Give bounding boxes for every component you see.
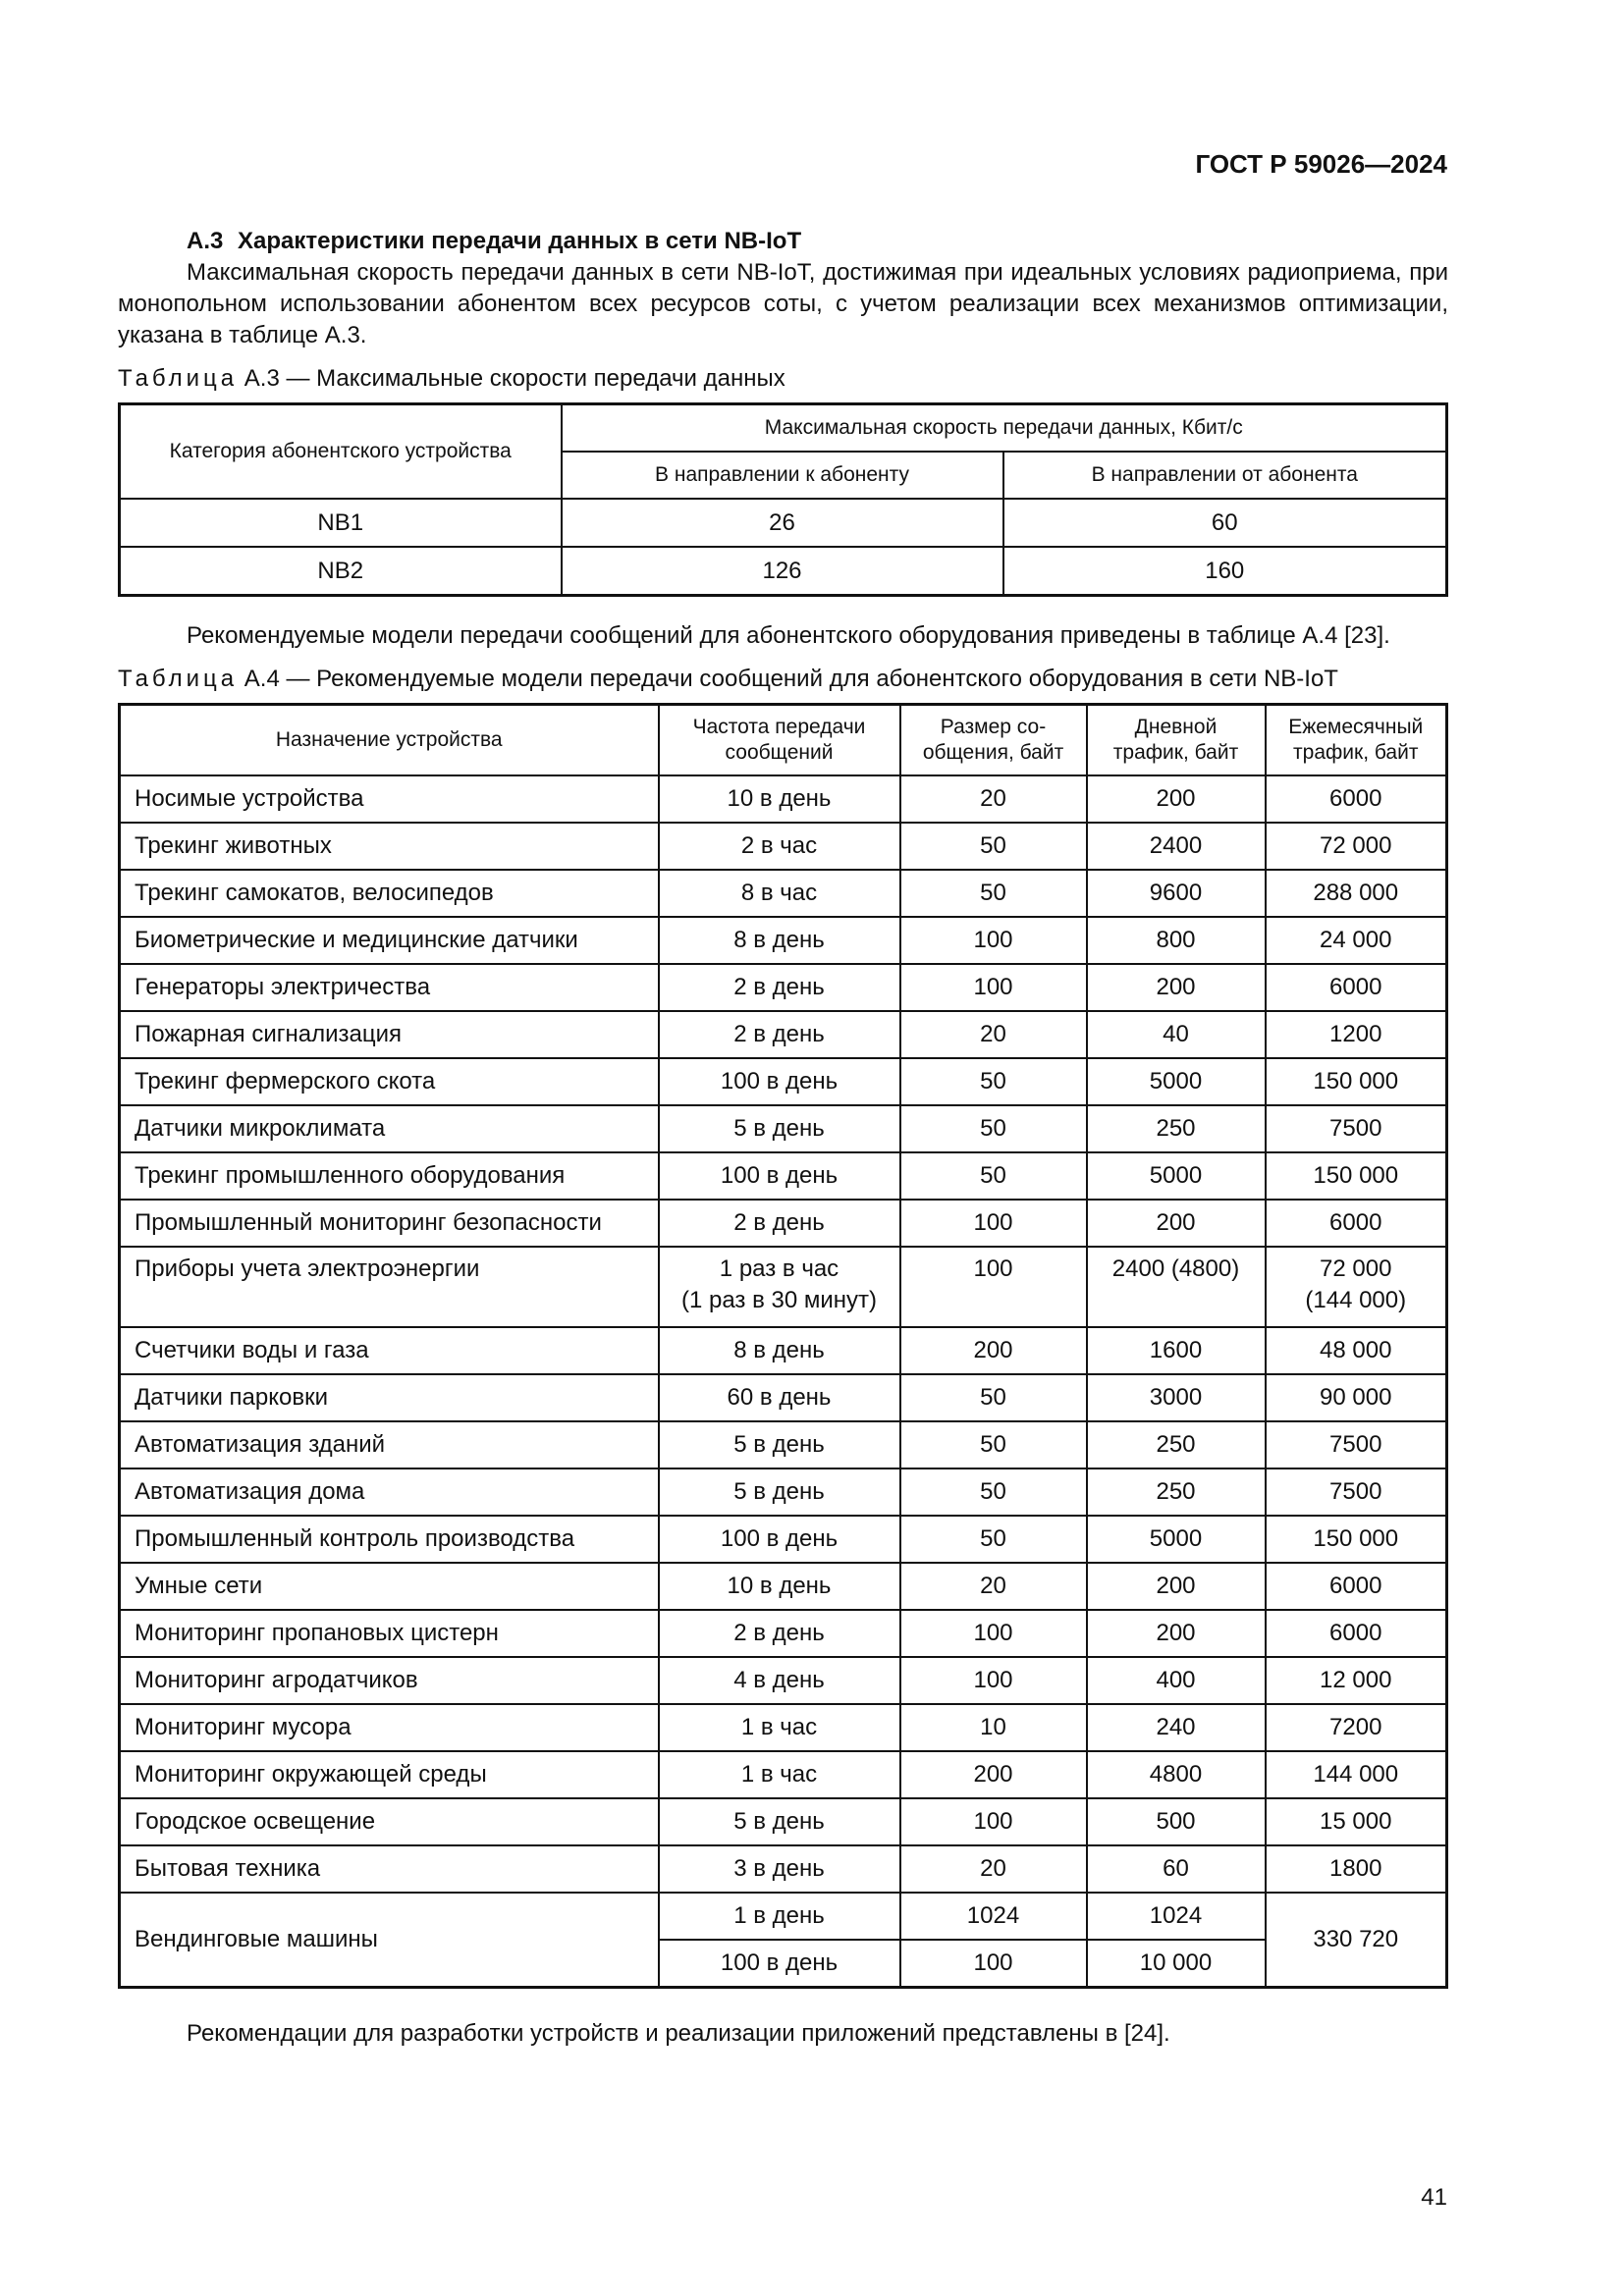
section-heading: Характеристики передачи данных в сети NB-IoT xyxy=(238,228,802,254)
cell-daily: 240 xyxy=(1087,1704,1266,1751)
cell-name: Мониторинг мусора xyxy=(120,1704,659,1751)
cell-frequency: 100 в день xyxy=(659,1516,900,1563)
table-row xyxy=(120,775,1447,823)
cell-monthly: 90 000 xyxy=(1266,1374,1447,1421)
cell-monthly: 1200 xyxy=(1266,1011,1447,1058)
cell-monthly-line2: (144 000) xyxy=(1305,1287,1407,1313)
page-number: 41 xyxy=(1421,2184,1447,2211)
cell-monthly: 7500 xyxy=(1266,1468,1447,1516)
cell-size: 50 xyxy=(900,1468,1087,1516)
cell-daily: 200 xyxy=(1087,1200,1266,1247)
header-frequency-line1: Частота передачи xyxy=(692,716,866,738)
cell-frequency: 2 в день xyxy=(659,1200,900,1247)
header-monthly-line1: Ежемесячный xyxy=(1288,716,1424,738)
cell-name: Промышленный мониторинг безопасности xyxy=(120,1200,659,1247)
cell-name: Автоматизация дома xyxy=(120,1468,659,1516)
cell-monthly: 6000 xyxy=(1266,1610,1447,1657)
cell-frequency: 10 в день xyxy=(659,775,900,823)
cell-size: 50 xyxy=(900,1516,1087,1563)
cell-size: 100 xyxy=(900,964,1087,1011)
cell-frequency: 3 в день xyxy=(659,1845,900,1893)
cell-monthly: 24 000 xyxy=(1266,917,1447,964)
cell-monthly: 7200 xyxy=(1266,1704,1447,1751)
cell-frequency: 5 в день xyxy=(659,1468,900,1516)
header-size xyxy=(900,705,1087,776)
document-id: ГОСТ Р 59026—2024 xyxy=(1195,149,1447,179)
cell-size: 50 xyxy=(900,1105,1087,1152)
cell-frequency: 5 в день xyxy=(659,1421,900,1468)
cell-name: Биометрические и медицинские датчики xyxy=(120,917,659,964)
cell-frequency: 1 в час xyxy=(659,1704,900,1751)
cell-size: 100 xyxy=(900,1200,1087,1247)
cell-frequency: 4 в день xyxy=(659,1657,900,1704)
table-a3-caption xyxy=(118,363,1448,395)
cell-daily: 60 xyxy=(1087,1845,1266,1893)
cell-size: 50 xyxy=(900,1152,1087,1200)
cell-name: Автоматизация зданий xyxy=(120,1421,659,1468)
table-row xyxy=(120,1200,1447,1247)
cell-daily: 250 xyxy=(1087,1468,1266,1516)
cell-size: 100 xyxy=(900,1610,1087,1657)
cell-up: 160 xyxy=(1003,547,1447,596)
cell-down: 26 xyxy=(562,499,1003,547)
cell-size: 20 xyxy=(900,1011,1087,1058)
table-row xyxy=(120,1327,1447,1374)
cell-daily: 9600 xyxy=(1087,870,1266,917)
cell-monthly: 6000 xyxy=(1266,1563,1447,1610)
cell-frequency: 8 в день xyxy=(659,1327,900,1374)
table-row xyxy=(120,1421,1447,1468)
table-row xyxy=(120,499,1447,547)
cell-frequency: 1 в час xyxy=(659,1751,900,1798)
cell-monthly xyxy=(1266,1247,1447,1327)
cell-frequency: 2 в день xyxy=(659,964,900,1011)
cell-monthly: 150 000 xyxy=(1266,1152,1447,1200)
table-a4-caption-word: Таблица xyxy=(118,666,239,692)
header-frequency-line2: сообщений xyxy=(725,741,834,764)
cell-frequency: 5 в день xyxy=(659,1105,900,1152)
cell-daily: 5000 xyxy=(1087,1152,1266,1200)
table-row xyxy=(120,1468,1447,1516)
cell-size: 100 xyxy=(900,1247,1087,1327)
cell-daily: 1600 xyxy=(1087,1327,1266,1374)
mid-paragraph: Рекомендуемые модели передачи сообщений для абонентского оборудования приведены в таблице А.4 [23]. xyxy=(187,622,1390,649)
cell-size: 20 xyxy=(900,1563,1087,1610)
cell-size: 50 xyxy=(900,1374,1087,1421)
cell-monthly-line1: 72 000 xyxy=(1320,1255,1392,1282)
cell-name: Бытовая техника xyxy=(120,1845,659,1893)
table-a4 xyxy=(118,703,1448,1989)
table-a3-caption-word: Таблица xyxy=(118,365,239,392)
cell-monthly: 6000 xyxy=(1266,1200,1447,1247)
cell-frequency: 2 в день xyxy=(659,1610,900,1657)
header-size-line1: Размер со- xyxy=(940,716,1047,738)
header-monthly xyxy=(1266,705,1447,776)
cell-name: Промышленный контроль производства xyxy=(120,1516,659,1563)
table-row xyxy=(120,917,1447,964)
cell-size: 200 xyxy=(900,1327,1087,1374)
cell-monthly: 7500 xyxy=(1266,1421,1447,1468)
cell-frequency-line2: (1 раз в 30 минут) xyxy=(680,1287,878,1313)
section-a3 xyxy=(118,226,1448,2050)
cell-monthly: 1800 xyxy=(1266,1845,1447,1893)
footer-paragraph: Рекомендации для разработки устройств и реализации приложений представлены в [24]. xyxy=(187,2020,1170,2047)
table-a3 xyxy=(118,402,1448,597)
section-title xyxy=(118,226,1448,257)
cell-frequency: 100 в день xyxy=(659,1152,900,1200)
cell-name: Мониторинг агродатчиков xyxy=(120,1657,659,1704)
cell-size: 50 xyxy=(900,1058,1087,1105)
cell-category: NB2 xyxy=(120,547,562,596)
cell-size: 100 xyxy=(900,1940,1087,1988)
cell-monthly: 288 000 xyxy=(1266,870,1447,917)
cell-size: 20 xyxy=(900,1845,1087,1893)
header-daily-line1: Дневной xyxy=(1134,716,1218,738)
cell-name: Носимые устройства xyxy=(120,775,659,823)
cell-daily: 200 xyxy=(1087,775,1266,823)
table-a3-caption-text: А.3 — Максимальные скорости передачи данных xyxy=(244,365,785,392)
cell-size: 200 xyxy=(900,1751,1087,1798)
cell-daily: 250 xyxy=(1087,1421,1266,1468)
table-a3-header-up: В направлении от абонента xyxy=(1003,452,1447,499)
section-number: А.3 xyxy=(187,228,224,254)
cell-size: 100 xyxy=(900,1657,1087,1704)
table-row xyxy=(120,547,1447,596)
table-row xyxy=(120,823,1447,870)
cell-name: Генераторы электричества xyxy=(120,964,659,1011)
cell-frequency: 100 в день xyxy=(659,1940,900,1988)
cell-daily: 500 xyxy=(1087,1798,1266,1845)
cell-monthly: 150 000 xyxy=(1266,1058,1447,1105)
cell-name: Городское освещение xyxy=(120,1798,659,1845)
cell-down: 126 xyxy=(562,547,1003,596)
cell-size: 50 xyxy=(900,1421,1087,1468)
header-daily-line2: трафик, байт xyxy=(1112,741,1239,764)
cell-frequency: 8 в час xyxy=(659,870,900,917)
cell-name: Трекинг фермерского скота xyxy=(120,1058,659,1105)
cell-monthly: 48 000 xyxy=(1266,1327,1447,1374)
table-row xyxy=(120,1247,1447,1327)
table-row xyxy=(120,1058,1447,1105)
table-row xyxy=(120,1798,1447,1845)
cell-monthly: 15 000 xyxy=(1266,1798,1447,1845)
cell-name: Датчики микроклимата xyxy=(120,1105,659,1152)
cell-frequency: 2 в день xyxy=(659,1011,900,1058)
header-frequency xyxy=(659,705,900,776)
cell-daily: 1024 xyxy=(1087,1893,1266,1940)
cell-daily: 800 xyxy=(1087,917,1266,964)
table-row xyxy=(120,1374,1447,1421)
cell-daily: 3000 xyxy=(1087,1374,1266,1421)
cell-size: 50 xyxy=(900,823,1087,870)
cell-monthly: 7500 xyxy=(1266,1105,1447,1152)
table-a4-header-row xyxy=(120,705,1447,776)
cell-size: 100 xyxy=(900,917,1087,964)
cell-daily: 400 xyxy=(1087,1657,1266,1704)
cell-frequency-line1: 1 раз в час xyxy=(719,1255,839,1282)
cell-monthly: 144 000 xyxy=(1266,1751,1447,1798)
cell-name: Вендинговые машины xyxy=(120,1893,659,1988)
cell-monthly: 6000 xyxy=(1266,775,1447,823)
cell-frequency: 8 в день xyxy=(659,917,900,964)
table-row xyxy=(120,1152,1447,1200)
cell-size: 50 xyxy=(900,870,1087,917)
cell-monthly: 12 000 xyxy=(1266,1657,1447,1704)
cell-name: Датчики парковки xyxy=(120,1374,659,1421)
table-row xyxy=(120,1657,1447,1704)
cell-monthly: 150 000 xyxy=(1266,1516,1447,1563)
table-a3-header-group: Максимальная скорость передачи данных, Кбит/с xyxy=(562,404,1447,453)
table-a4-caption xyxy=(118,664,1448,695)
table-row xyxy=(120,1751,1447,1798)
table-a3-header-down: В направлении к абоненту xyxy=(562,452,1003,499)
cell-size: 1024 xyxy=(900,1893,1087,1940)
table-a3-header-category: Категория абонентского устройства xyxy=(120,404,562,500)
cell-category: NB1 xyxy=(120,499,562,547)
table-a4-caption-text: А.4 — Рекомендуемые модели передачи сообщений для абонентского оборудования в сети NB-IoT xyxy=(244,666,1338,692)
cell-up: 60 xyxy=(1003,499,1447,547)
table-row xyxy=(120,1610,1447,1657)
table-a4-body-second xyxy=(120,1327,1447,1893)
cell-monthly: 6000 xyxy=(1266,964,1447,1011)
table-row xyxy=(120,1011,1447,1058)
cell-frequency: 100 в день xyxy=(659,1058,900,1105)
cell-frequency: 60 в день xyxy=(659,1374,900,1421)
header-monthly-line2: трафик, байт xyxy=(1293,741,1419,764)
cell-name: Трекинг промышленного оборудования xyxy=(120,1152,659,1200)
intro-paragraph: Максимальная скорость передачи данных в сети NB-IoT, достижимая при идеальных условиях радиоприема, при монопольном использовании абонентом всех ресурсов соты, с учетом реализации всех механизмов оптимизации, указана в таблице А.3. xyxy=(118,259,1448,348)
table-row xyxy=(120,1516,1447,1563)
header-purpose: Назначение устройства xyxy=(120,705,659,776)
cell-frequency: 5 в день xyxy=(659,1798,900,1845)
cell-daily: 250 xyxy=(1087,1105,1266,1152)
cell-size: 20 xyxy=(900,775,1087,823)
cell-name: Мониторинг пропановых цистерн xyxy=(120,1610,659,1657)
table-row-vending xyxy=(120,1893,1447,1940)
cell-daily: 200 xyxy=(1087,1610,1266,1657)
header-daily xyxy=(1087,705,1266,776)
cell-name: Трекинг животных xyxy=(120,823,659,870)
cell-name: Трекинг самокатов, велосипедов xyxy=(120,870,659,917)
cell-frequency: 2 в час xyxy=(659,823,900,870)
cell-name: Пожарная сигнализация xyxy=(120,1011,659,1058)
cell-name: Умные сети xyxy=(120,1563,659,1610)
cell-name: Приборы учета электроэнергии xyxy=(120,1247,659,1327)
cell-frequency: 1 в день xyxy=(659,1893,900,1940)
table-row xyxy=(120,964,1447,1011)
cell-daily: 4800 xyxy=(1087,1751,1266,1798)
cell-daily: 200 xyxy=(1087,1563,1266,1610)
cell-daily: 5000 xyxy=(1087,1516,1266,1563)
table-a4-body-first xyxy=(120,775,1447,1247)
cell-name: Счетчики воды и газа xyxy=(120,1327,659,1374)
table-row xyxy=(120,870,1447,917)
table-row xyxy=(120,1563,1447,1610)
cell-daily: 5000 xyxy=(1087,1058,1266,1105)
table-row xyxy=(120,1704,1447,1751)
cell-frequency xyxy=(659,1247,900,1327)
cell-frequency: 10 в день xyxy=(659,1563,900,1610)
cell-monthly: 330 720 xyxy=(1266,1893,1447,1988)
cell-daily: 10 000 xyxy=(1087,1940,1266,1988)
cell-daily: 2400 (4800) xyxy=(1087,1247,1266,1327)
table-row xyxy=(120,1105,1447,1152)
cell-daily: 200 xyxy=(1087,964,1266,1011)
cell-name: Мониторинг окружающей среды xyxy=(120,1751,659,1798)
header-size-line2: общения, байт xyxy=(922,741,1064,764)
cell-monthly: 72 000 xyxy=(1266,823,1447,870)
cell-size: 10 xyxy=(900,1704,1087,1751)
cell-daily: 40 xyxy=(1087,1011,1266,1058)
table-row xyxy=(120,1845,1447,1893)
cell-daily: 2400 xyxy=(1087,823,1266,870)
cell-size: 100 xyxy=(900,1798,1087,1845)
